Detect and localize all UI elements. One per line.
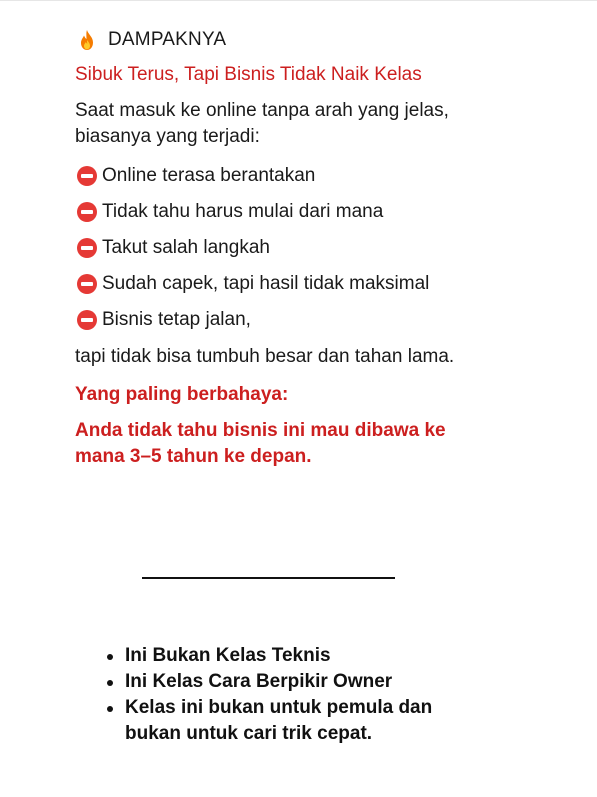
list-item: [75, 230, 475, 266]
list-item: [75, 266, 475, 302]
no-entry-icon: [77, 202, 97, 222]
bullet-item: Ini Kelas Cara Berpikir Owner: [107, 669, 487, 695]
key-points-list: [107, 643, 487, 747]
list-item-text: Bisnis tetap jalan,: [102, 309, 251, 330]
list-item: [75, 194, 475, 230]
list-item: [75, 158, 475, 194]
list-item: [75, 302, 475, 338]
list-item-text: Sudah capek, tapi hasil tidak maksimal: [102, 273, 430, 294]
list-item-text: Online terasa berantakan: [102, 165, 316, 186]
no-entry-icon: [77, 310, 97, 330]
content-section: [75, 26, 475, 470]
section-divider: [142, 577, 395, 579]
top-border: [0, 0, 597, 1]
list-item-text: Tidak tahu harus mulai dari mana: [102, 201, 384, 222]
bullet-item: Ini Bukan Kelas Teknis: [107, 643, 487, 669]
section-heading: [78, 26, 475, 54]
problem-list: [75, 158, 475, 338]
intro-text: Saat masuk ke online tanpa arah yang jelas, biasanya yang terjadi:: [75, 100, 449, 147]
warning-text: Anda tidak tahu bisnis ini mau dibawa ke mana 3–5 tahun ke depan.: [75, 420, 446, 467]
list-item-text: Takut salah langkah: [102, 237, 270, 258]
closing-text: tapi tidak bisa tumbuh besar dan tahan lama.: [75, 346, 455, 367]
fire-icon: [78, 29, 96, 51]
no-entry-icon: [77, 166, 97, 186]
subtitle: Sibuk Terus, Tapi Bisnis Tidak Naik Kelas: [75, 64, 422, 85]
bullet-item: Kelas ini bukan untuk pemula dan bukan untuk cari trik cepat.: [107, 695, 487, 747]
heading-text: DAMPAKNYA: [108, 29, 227, 50]
no-entry-icon: [77, 274, 97, 294]
warning-title: Yang paling berbahaya:: [75, 384, 289, 405]
no-entry-icon: [77, 238, 97, 258]
